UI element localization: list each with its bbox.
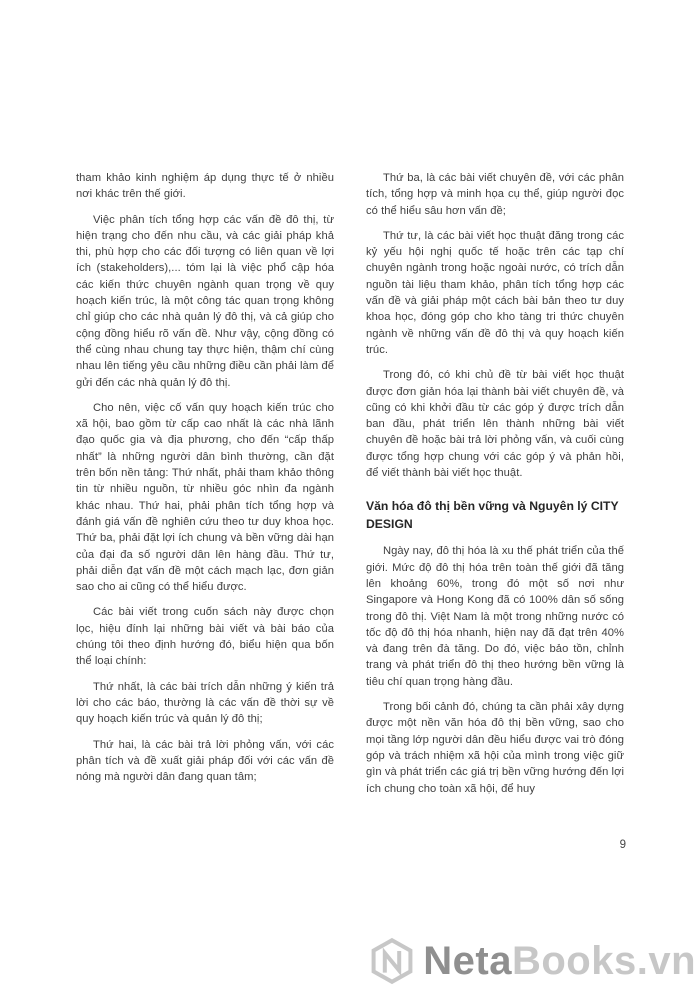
- left-column: [76, 170, 334, 806]
- right-column: [366, 170, 624, 806]
- section-heading: Văn hóa đô thị bền vững và Nguyên lý CITY DESIGN: [366, 499, 619, 531]
- paragraph: Việc phân tích tổng hợp các vấn đề đô thị, từ hiện trạng cho đến nhu cầu, và các giải pháp khả thi, phù hợp cho các đối tượng có liên quan về lợi ích (stakeholders),... tóm lại là việc phổ cập hóa các kiến thức chuyên ngành quan trọng về quy hoạch kiến trúc, là một công tác quan trọng không chỉ giúp cho các nhà quản lý đô thị, và cả giúp cho cộng đồng hiểu rõ vấn đề. Như vậy, cộng đồng có thể cùng nhau chung tay thực hiện, thậm chí cùng nhau lên tiếng yêu cầu những điều cần phải làm để gửi đến các nhà quản lý đô thị.: [76, 213, 334, 389]
- paragraph: Các bài viết trong cuốn sách này được chọn lọc, hiệu đính lại những bài viết và bài báo của chúng tôi theo định hướng đó, biểu hiện qua bốn thể loại chính:: [76, 606, 334, 668]
- paragraph: tham khảo kinh nghiệm áp dụng thực tế ở nhiều nơi khác trên thế giới.: [76, 172, 334, 201]
- watermark-text: [423, 939, 696, 984]
- netabooks-watermark: [368, 937, 696, 985]
- watermark-domain-suffix: .vn: [636, 938, 696, 983]
- paragraph: Ngày nay, đô thị hóa là xu thế phát triển của thế giới. Mức độ đô thị hóa trên toàn thế giới đã tăng lên khoảng 60%, trong đó một số nơi như Singapore và Hong Kong đã có 100% dân số sống trong đô thị. Việt Nam là một trong những nước có tốc độ đô thị hóa nhanh, hiện nay đã đạt trên 40% và đang trên đà tăng. Do đó, việc bảo tồn, chỉnh trang và phát triển đô thị theo hướng bền vững là tiêu chí quan trọng hàng đầu.: [366, 545, 624, 688]
- watermark-brand-secondary: Books: [511, 938, 637, 983]
- page-number: 9: [619, 839, 626, 851]
- paragraph: Thứ nhất, là các bài trích dẫn những ý kiến trả lời cho các báo, thường là các vấn đề thời sự về quy hoạch kiến trúc và quản lý đô thị;: [76, 680, 334, 726]
- paragraph: Cho nên, việc cố vấn quy hoạch kiến trúc cho xã hội, bao gồm từ cấp cao nhất là các nhà lãnh đạo quốc gia và địa phương, cho đến “cấp thấp nhất” là những người dân bình thường, cần đặt trên bốn nền tảng: Thứ nhất, phải tham khảo thông tin từ nhiều nguồn, từ nhiều góc nhìn đa ngành khác nhau. Thứ hai, phải phân tích tổng hợp và đánh giá vấn đề nghiên cứu theo tư duy khoa học. Thứ ba, phải đặt lợi ích chung và bền vững dài hạn của đại đa số người dân lên hàng đầu. Thứ tư, phải diễn đạt vấn đề một cách mạch lạc, đơn giản sao cho ai cũng có thể hiểu được.: [76, 401, 334, 594]
- paragraph: Thứ ba, là các bài viết chuyên đề, với các phân tích, tổng hợp và minh họa cụ thể, giúp người đọc có thể hiểu sâu hơn vấn đề;: [366, 172, 624, 217]
- paragraph: Thứ hai, là các bài trả lời phỏng vấn, với các phân tích và đề xuất giải pháp đối với các vấn đề nóng mà người dân đang quan tâm;: [76, 738, 334, 784]
- netabooks-logo-icon: [368, 937, 416, 985]
- page-content: [76, 170, 624, 806]
- paragraph: Trong đó, có khi chủ đề từ bài viết học thuật được đơn giản hóa lại thành bài viết chuyên đề, và cũng có khi khởi đầu từ các góp ý được trích dẫn ban đầu, phát triển lên thành những bài viết chuyên đề hoặc bài trả lời phỏng vấn, và cuối cùng được tổng hợp chung với các góp ý và phản hồi, để viết thành bài viết học thuật.: [366, 369, 624, 480]
- paragraph: Thứ tư, là các bài viết học thuật đăng trong các kỷ yếu hội nghị quốc tế hoặc trên các tạp chí chuyên ngành trong hoặc ngoài nước, có trích dẫn nguồn tài liệu tham khảo, phân tích tổng hợp các vấn đề và giải pháp một cách bài bản theo tư duy khoa học, đóng góp cho kho tàng tri thức chuyên ngành về những vấn đề đô thị và quy hoạch kiến trúc.: [366, 229, 624, 356]
- paragraph: Trong bối cảnh đó, chúng ta cần phải xây dựng được một nền văn hóa đô thị bền vững, sao cho mọi tầng lớp người dân đều hiểu được vai trò đóng góp và trách nhiệm xã hội của mình trong việc giữ gìn và phát triển các giá trị bền vững hướng đến lợi ích chung cho toàn xã hội, để huy: [366, 701, 625, 795]
- watermark-brand-primary: Neta: [423, 938, 512, 983]
